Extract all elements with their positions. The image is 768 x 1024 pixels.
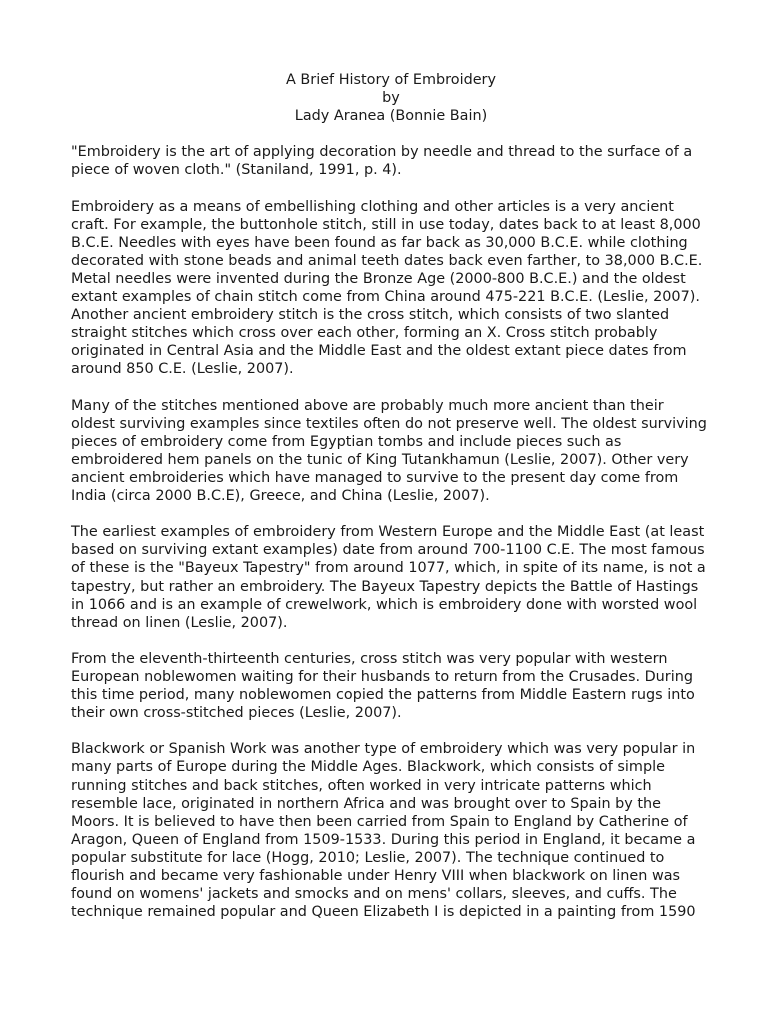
paragraph-surviving-examples: Many of the stitches mentioned above are probably much more ancient than their oldest surviving examples since textiles often do not preserve well. The oldest surviving pieces of embroidery come from Egyptian tombs and include pieces such as embroidered hem panels on the tunic of King Tutankhamun (Leslie, 2007). Other very ancient embroideries which have managed to survive to the present day come from India (circa 2000 B.C.E), Greece, and China (Leslie, 2007). [71, 397, 707, 505]
title-block [71, 71, 711, 125]
byline-by: by [382, 90, 400, 107]
document-body [71, 71, 711, 939]
paragraph-ancient-craft: Embroidery as a means of embellishing clothing and other articles is a very ancient craft. For example, the buttonhole stitch, still in use today, dates back to at least 8,000 B.C.E. Needles with eyes have been found as far back as 30,000 B.C.E. while clothing decorated with stone beads and animal teeth dates back even farther, to 38,000 B.C.E. Metal needles were invented during the Bronze Age (2000-800 B.C.E.) and the oldest extant examples of chain stitch come from China around 475-221 B.C.E. (Leslie, 2007). Another ancient embroidery stitch is the cross stitch, which consists of two slanted straight stitches which cross over each other, forming an X. Cross stitch probably originated in Central Asia and the Middle East and the oldest extant piece dates from around 850 C.E. (Leslie, 2007). [71, 198, 703, 378]
paragraph-western-europe: The earliest examples of embroidery from Western Europe and the Middle East (at least based on surviving extant examples) date from around 700-1100 C.E. The most famous of these is the "Bayeux Tapestry" from around 1077, which, in spite of its name, is not a tapestry, but rather an embroidery. The Bayeux Tapestry depicts the Battle of Hastings in 1066 and is an example of crewelwork, which is embroidery done with worsted wool thread on linen (Leslie, 2007). [71, 524, 706, 631]
document-title: A Brief History of Embroidery [286, 72, 496, 88]
paragraph-quote: "Embroidery is the art of applying decoration by needle and thread to the surface of a piece of woven cloth." (Staniland, 1991, p. 4). [71, 144, 693, 179]
paragraph-crusades: From the eleventh-thirteenth centuries, cross stitch was very popular with western European noblewomen waiting for their husbands to return from the Crusades. During this time period, many noblewomen copied the patterns from Middle Eastern rugs into their own cross-stitched pieces (Leslie, 2007). [71, 650, 695, 722]
document-author: Lady Aranea (Bonnie Bain) [294, 108, 488, 125]
paragraph-blackwork: Blackwork or Spanish Work was another type of embroidery which was very popular in many parts of Europe during the Middle Ages. Blackwork, which consists of simple running stitches and back stitches, often worked in very intricate patterns which resemble lace, originated in northern Africa and was brought over to Spain by the Moors. It is believed to have then been carried from Spain to England by Catherine of Aragon, Queen of England from 1509-1533. During this period in England, it became a popular substitute for lace (Hogg, 2010; Leslie, 2007). The technique continued to flourish and became very fashionable under Henry VIII when blackwork on linen was found on womens' jackets and smocks and on mens' collars, sleeves, and cuffs. The technique remained popular and Queen Elizabeth I is depicted in a painting from 1590 [71, 741, 696, 921]
